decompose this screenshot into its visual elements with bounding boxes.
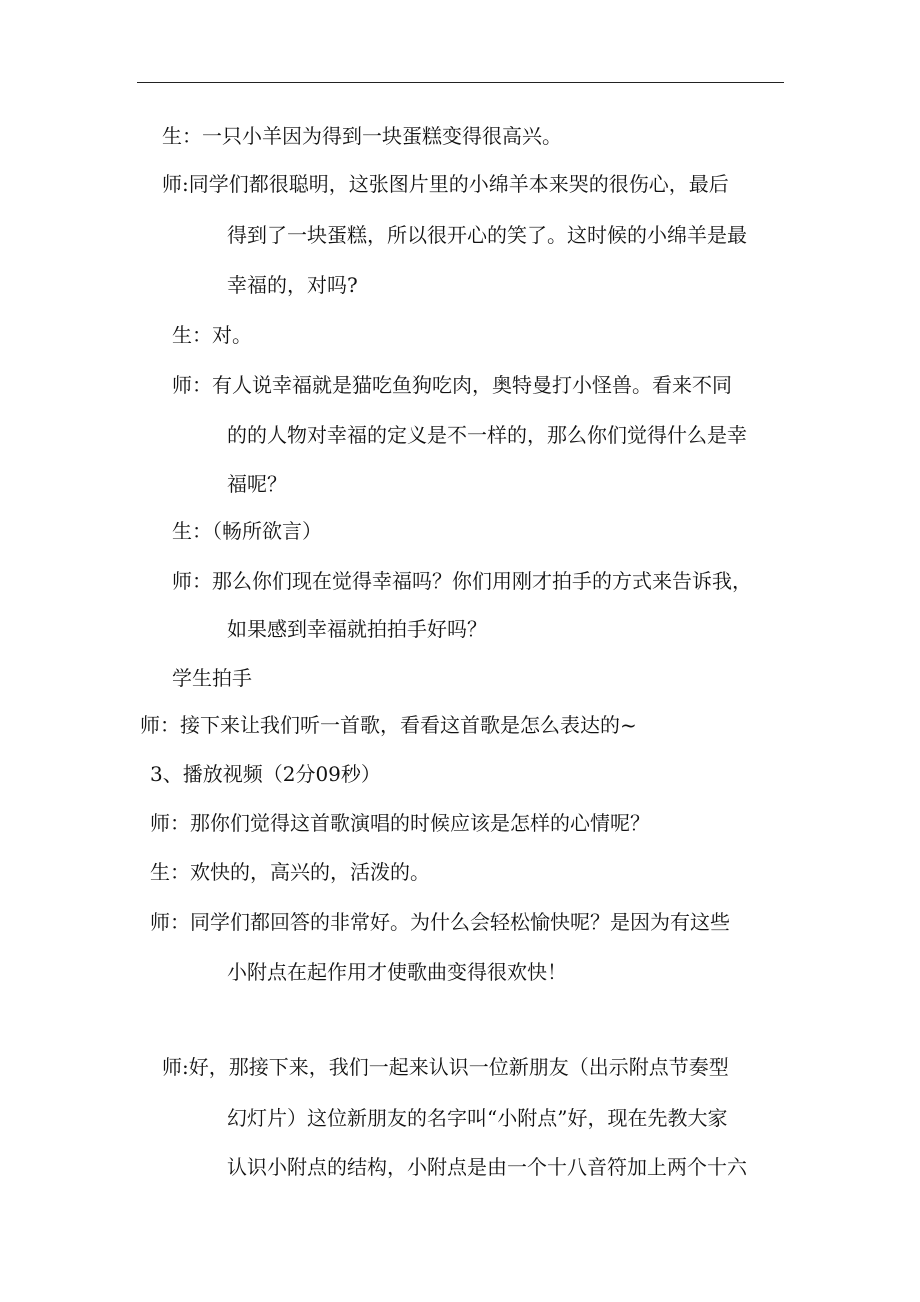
text-line: 认识小附点的结构，小附点是由一个十八音符加上两个十六 xyxy=(227,1155,747,1179)
text-line: 小附点在起作用才使歌曲变得很欢快！ xyxy=(227,960,567,984)
text-line: 生：对。 xyxy=(172,323,252,347)
text-line: 师:好，那接下来，我们一起来认识一位新朋友（出示附点节奏型 xyxy=(162,1055,729,1079)
text-line: 幻灯片）这位新朋友的名字叫“小附点”好，现在先教大家 xyxy=(227,1106,728,1130)
text-line: 得到了一块蛋糕，所以很开心的笑了。这时候的小绵羊是最 xyxy=(227,223,747,247)
text-line: 师：同学们都回答的非常好。为什么会轻松愉快呢？是因为有这些 xyxy=(150,910,730,934)
text-line: 师：那你们觉得这首歌演唱的时候应该是怎样的心情呢？ xyxy=(150,811,650,835)
text-line: 生：欢快的，高兴的，活泼的。 xyxy=(150,860,430,884)
text-line: 师：有人说幸福就是猫吃鱼狗吃肉，奥特曼打小怪兽。看来不同 xyxy=(172,373,732,397)
text-line: 福呢？ xyxy=(227,472,287,496)
text-line: 幸福的，对吗? xyxy=(227,273,358,297)
text-line: 师：接下来让我们听一首歌，看看这首歌是怎么表达的~ xyxy=(140,713,637,737)
text-line: 生：（畅所欲言） xyxy=(172,519,322,543)
text-line: 生：一只小羊因为得到一块蛋糕变得很高兴。 xyxy=(162,124,562,148)
text-line: 3、播放视频（2分09秒） xyxy=(150,762,381,786)
text-line: 师:同学们都很聪明，这张图片里的小绵羊本来哭的很伤心，最后 xyxy=(162,172,729,196)
text-line: 如果感到幸福就拍拍手好吗？ xyxy=(227,617,487,641)
text-line: 的的人物对幸福的定义是不一样的，那么你们觉得什么是幸 xyxy=(227,423,747,447)
text-line: 师：那么你们现在觉得幸福吗？你们用刚才拍手的方式来告诉我， xyxy=(172,569,752,593)
header-rule xyxy=(137,82,784,83)
text-line: 学生拍手 xyxy=(172,666,252,690)
